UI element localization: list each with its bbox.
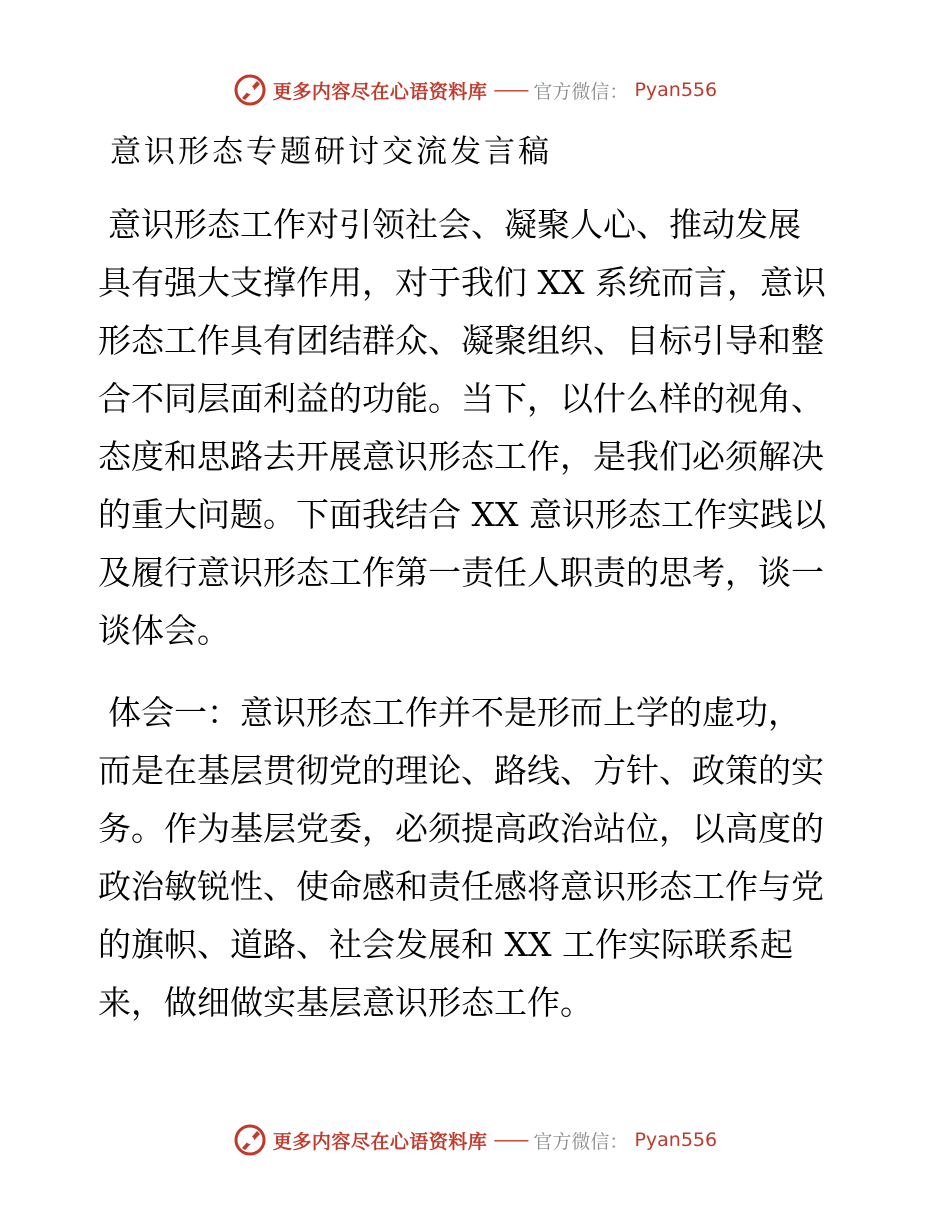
- quill-logo-icon: [233, 73, 267, 107]
- quill-logo-icon: [233, 1123, 267, 1157]
- text-line: 来，做细做实基层意识形态工作。: [98, 983, 593, 1022]
- paragraph-intro: [98, 196, 854, 660]
- text-line: 意识形态工作对引领社会、凝聚人心、推动发展: [108, 205, 801, 244]
- text-line: 的重大问题。下面我结合 XX 意识形态工作实践以: [98, 495, 826, 534]
- banner-wechat-id: Pyan556: [634, 79, 718, 101]
- banner-dash: ——: [493, 79, 528, 101]
- text-line: 及履行意识形态工作第一责任人职责的思考，谈一: [98, 553, 824, 592]
- paragraph-insight-one: [98, 684, 854, 1032]
- banner-wechat-id: Pyan556: [634, 1129, 718, 1151]
- text-line: 合不同层面利益的功能。当下，以什么样的视角、: [98, 379, 824, 418]
- text-line: 体会一：意识形态工作并不是形而上学的虚功，: [108, 693, 801, 732]
- text-line: 形态工作具有团结群众、凝聚组织、目标引导和整: [98, 321, 824, 360]
- text-line: 务。作为基层党委，必须提高政治站位，以高度的: [98, 809, 824, 848]
- document-title: 意识形态专题研讨交流发言稿: [110, 134, 552, 170]
- banner-sub-text: 官方微信：: [533, 1130, 629, 1153]
- banner-main-text: 更多内容尽在心语资料库: [272, 80, 488, 103]
- text-line: 而是在基层贯彻党的理论、路线、方针、政策的实: [98, 751, 824, 790]
- document-body: [98, 196, 854, 1056]
- banner-dash: ——: [493, 1129, 528, 1151]
- text-line: 态度和思路去开展意识形态工作，是我们必须解决: [98, 437, 824, 476]
- header-watermark-banner: [0, 70, 950, 110]
- text-line: 政治敏锐性、使命感和责任感将意识形态工作与党: [98, 867, 824, 906]
- banner-main-text: 更多内容尽在心语资料库: [272, 1130, 488, 1153]
- banner-sub-text: 官方微信：: [533, 80, 629, 103]
- text-line: 的旗帜、道路、社会发展和 XX 工作实际联系起: [98, 925, 793, 964]
- text-line: 谈体会。: [98, 611, 230, 650]
- footer-watermark-banner: [0, 1120, 950, 1160]
- text-line: 具有强大支撑作用，对于我们 XX 系统而言，意识: [98, 263, 826, 302]
